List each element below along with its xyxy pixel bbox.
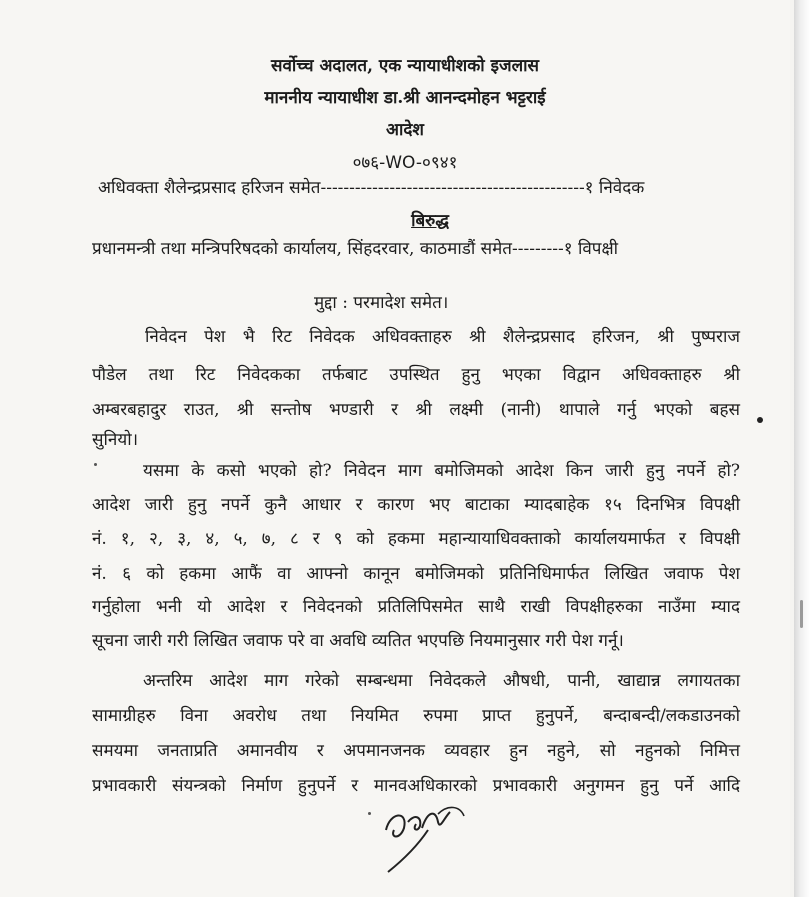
- scrollbar-thumb[interactable]: [800, 600, 803, 628]
- paragraph-line: गर्नुहोला भनी यो आदेश र निवेदनको प्रतिलिपिसमेत साथै राखी विपक्षीहरुका नाउँमा म्याद: [92, 597, 740, 617]
- paragraph-line: सामाग्रीहरु विना अवरोध तथा नियमित रुपमा प्राप्त हुनुपर्ने, बन्दाबन्दी/लकडाउनको: [92, 706, 740, 726]
- paragraph-line: अन्तरिम आदेश माग गरेको सम्बन्धमा निवेदकले औषधी, पानी, खाद्यान्न लगायतका: [143, 671, 740, 691]
- scan-speck: [94, 463, 97, 466]
- paragraph-line: आदेश जारी हुनु नपर्ने कुनै आधार र कारण भए बाटाका म्यादबाहेक १५ दिनभित्र विपक्षी: [92, 495, 740, 515]
- paragraph-line: सूचना जारी गरी लिखित जवाफ परे वा अवधि व्यतित भएपछि नियमानुसार गरी पेश गर्नू।: [92, 631, 624, 651]
- page-edge-shadow: [794, 0, 810, 897]
- paragraph-line: अम्बरबहादुर राउत, श्री सन्तोष भण्डारी र श्री लक्ष्मी (नानी) थापाले गर्नु भएको बहस: [92, 400, 740, 420]
- case-subject: मुद्दा : परमादेश समेत।: [314, 293, 449, 313]
- court-title: सर्वोच्च अदालत, एक न्यायाधीशको इजलास: [270, 56, 540, 76]
- paragraph-line: प्रभावकारी संयन्त्रको निर्माण हुनुपर्ने र मानवअधिकारको प्रभावकारी अनुगमन हुनु पर्ने आदि: [92, 776, 740, 796]
- order-label: आदेश: [386, 120, 424, 140]
- judge-name: माननीय न्यायाधीश डा.श्री आनन्दमोहन भट्टराई: [264, 88, 546, 108]
- margin-mark: [757, 417, 763, 423]
- petitioner-line: अधिवक्ता शैलेन्द्रप्रसाद हरिजन समेत----------------------------------------------१ निवेदक: [98, 178, 645, 198]
- paragraph-line: नं. ६ को हकमा आफैं वा आफ्नो कानून बमोजिमको प्रतिनिधिमार्फत लिखित जवाफ पेश: [92, 564, 740, 584]
- case-number: ०७६-WO-०९४१: [352, 153, 458, 173]
- scan-speck: [368, 812, 371, 815]
- paragraph-line: निवेदन पेश भै रिट निवेदक अधिवक्ताहरु श्री शैलेन्द्रप्रसाद हरिजन, श्री पुष्पराज: [145, 327, 740, 347]
- paragraph-line: पौडेल तथा रिट निवेदकका तर्फबाट उपस्थित हुनु भएका विद्वान अधिवक्ताहरु श्री: [92, 365, 740, 385]
- paragraph-line: समयमा जनताप्रति अमानवीय र अपमानजनक व्यवहार हुन नहुने, सो नहुनको निमित्त: [92, 741, 740, 761]
- handwritten-signature: [378, 800, 488, 880]
- paragraph-line: यसमा के कसो भएको हो? निवेदन माग बमोजिमको आदेश किन जारी हुनु नपर्ने हो?: [143, 461, 740, 481]
- paragraph-line: नं. १, २, ३, ४, ५, ७, ८ र ९ को हकमा महान्यायाधिवक्ताको कार्यालयमार्फत र विपक्षी: [92, 529, 740, 549]
- paragraph-line: सुनियो।: [92, 430, 139, 450]
- respondent-line: प्रधानमन्त्री तथा मन्त्रिपरिषदको कार्यालय, सिंहदरवार, काठमाडौं समेत---------१ विपक्षी: [92, 239, 619, 259]
- versus-label: बिरुद्ध: [411, 211, 449, 231]
